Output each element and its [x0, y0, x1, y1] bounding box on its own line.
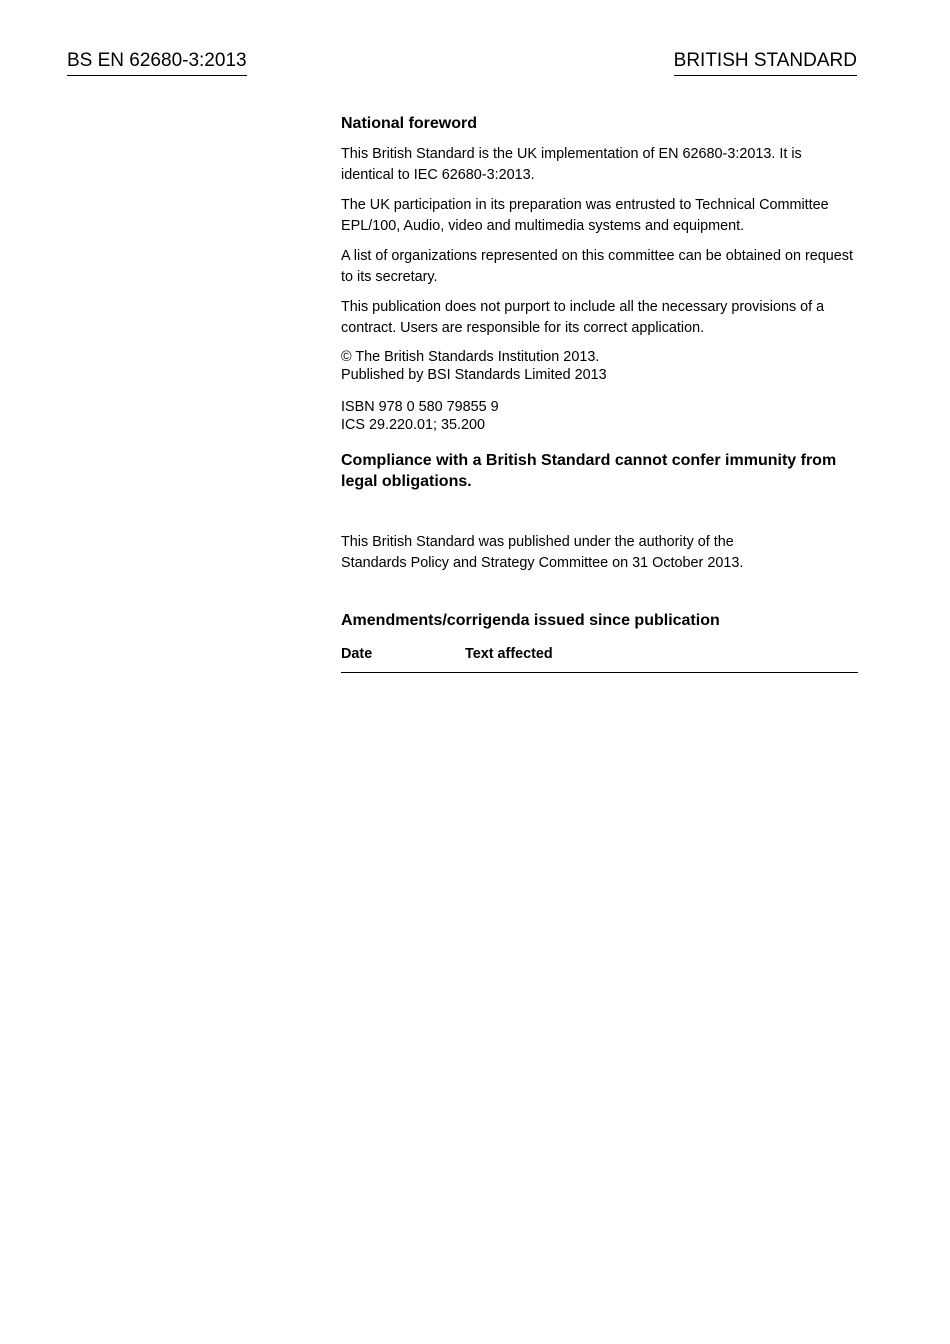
- ics-line: ICS 29.220.01; 35.200: [341, 417, 486, 433]
- authority-statement: [341, 532, 858, 573]
- publisher-line: Published by BSI Standards Limited 2013: [341, 367, 607, 383]
- foreword-paragraph-implementation: This British Standard is the UK implementation of EN 62680-3:2013. It is identical to IEC 62680-3:2013.: [341, 146, 802, 183]
- amendments-table-header: [341, 645, 858, 673]
- identifiers-block: [341, 398, 858, 434]
- foreword-content: [341, 114, 858, 673]
- amendments-column-text-affected: Text affected: [465, 646, 553, 662]
- isbn-line: ISBN 978 0 580 79855 9: [341, 399, 499, 415]
- foreword-paragraph-provisions: This publication does not purport to include all the necessary provisions of a contract. Users are responsible for its correct application.: [341, 299, 825, 336]
- authority-line-1: This British Standard was published under the authority of the: [341, 534, 734, 550]
- foreword-paragraph-participation: The UK participation in its preparation was entrusted to Technical Committee EPL/100, Audio, video and multimedia systems and equipment.: [341, 197, 829, 234]
- copyright-line: © The British Standards Institution 2013.: [341, 349, 600, 365]
- standard-label-header: BRITISH STANDARD: [674, 48, 857, 76]
- document-id-header: BS EN 62680-3:2013: [67, 48, 247, 76]
- authority-line-2: Standards Policy and Strategy Committee on 31 October 2013.: [341, 554, 744, 571]
- amendments-column-date: Date: [341, 646, 373, 662]
- foreword-paragraph-organizations: A list of organizations represented on this committee can be obtained on request to its secretary.: [341, 248, 853, 285]
- foreword-title: National foreword: [341, 115, 478, 132]
- amendments-title: Amendments/corrigenda issued since publication: [341, 612, 720, 629]
- compliance-statement: Compliance with a British Standard cannot confer immunity from legal obligations.: [341, 452, 837, 490]
- copyright-block: [341, 348, 858, 384]
